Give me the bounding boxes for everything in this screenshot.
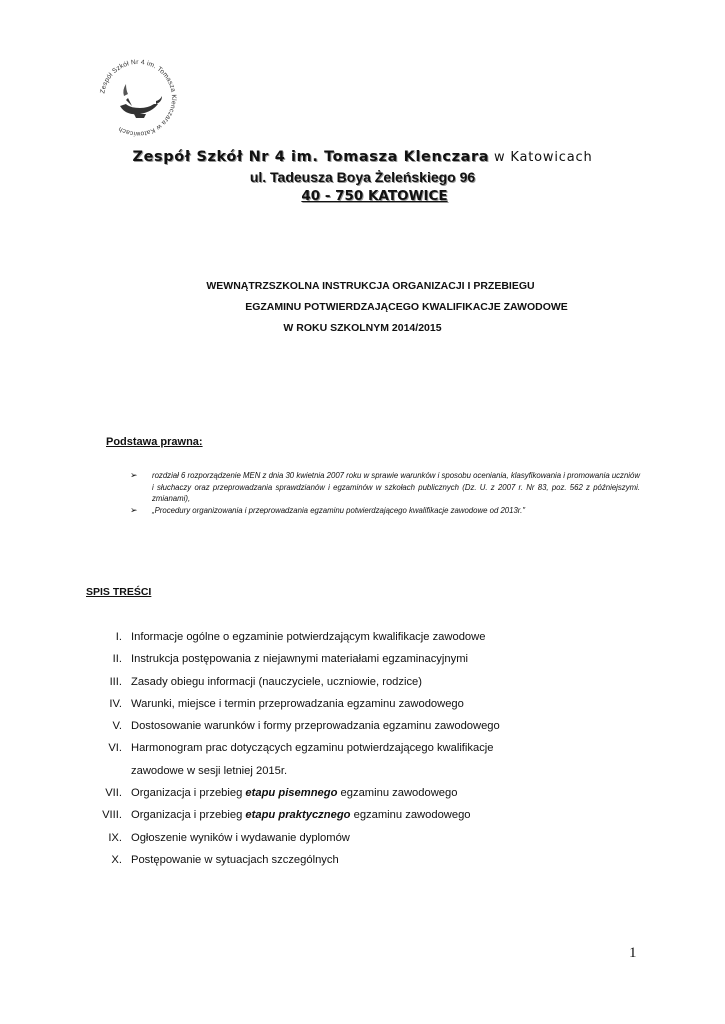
arrow-bullet-icon: ➢ [130,504,138,515]
school-postcode: 40 - 750 KATOWICE [301,188,448,204]
svg-text:Zespół Szkół Nr 4 im. Tomasza: Zespół Szkół Nr 4 im. Tomasza Klenczara w Katowicach [99,58,178,138]
toc-heading: SPIS TREŚCI [86,586,152,598]
toc-item: X. Postępowanie w sytuacjach szczególnych [111,853,339,866]
list-item: ➢ rozdział 6 rozporządzenie MEN z dnia 30 kwietnia 2007 roku w sprawie warunków i sposobu oceniania, klasyfikowania i promowania uczniów i słuchaczy oraz przeprowadzania sprawdzianów i egzaminów w szkołach publicznych (Dz. U. z 2007 r. Nr 83, poz. 562 z późniejszymi. zmianami), [130,470,640,503]
toc-item: VI. Harmonogram prac dotyczących egzaminu potwierdzającego kwalifikacje [108,742,494,755]
school-name: Zespół Szkół Nr 4 im. Tomasza Klenczara w Katowicach [132,149,593,165]
document-title-line-3: W ROKU SZKOLNYM 2014/2015 [283,322,442,334]
toc-item: V. Dostosowanie warunków i formy przeprowadzania egzaminu zawodowego [112,720,500,733]
school-logo [96,56,180,140]
oil-lamp-icon [96,56,180,140]
toc-item: I. Informacje ogólne o egzaminie potwierdzającym kwalifikacje zawodowe [115,631,486,643]
toc-item: II. Instrukcja postępowania z niejawnymi materiałami egzaminacyjnymi [112,653,469,666]
toc-item: VII. Organizacja i przebieg etapu pisemnego egzaminu zawodowego [105,787,458,800]
toc-item: IV. Warunki, miejsce i termin przeprowadzania egzaminu zawodowego [109,697,464,710]
toc-item: IX. Ogłoszenie wyników i wydawanie dyplomów [108,831,350,844]
toc-item: VIII. Organizacja i przebieg etapu praktycznego egzaminu zawodowego [102,809,471,822]
legal-basis-heading: Podstawa prawna: [106,436,203,448]
list-item: ➢ „Procedury organizowania i przeprowadzania egzaminu potwierdzającego kwalifikacje zawodowe od 2013r." [130,504,526,515]
document-title-line-2: EGZAMINU POTWIERDZAJĄCEGO KWALIFIKACJE ZAWODOWE [245,301,568,313]
table-of-contents [86,628,606,873]
toc-item-continuation: zawodowe w sesji letniej 2015r. [131,764,288,777]
page-number: 1 [629,945,637,961]
document-title-line-1: WEWNĄTRZSZKOLNA INSTRUKCJA ORGANIZACJI I PRZEBIEGU [206,280,535,292]
school-address: ul. Tadeusza Boya Żeleńskiego 96 [249,169,476,185]
toc-item: III. Zasady obiegu informacji (nauczyciele, uczniowie, rodzice) [109,675,423,688]
legal-basis-list [130,470,640,516]
arrow-bullet-icon: ➢ [130,470,138,480]
